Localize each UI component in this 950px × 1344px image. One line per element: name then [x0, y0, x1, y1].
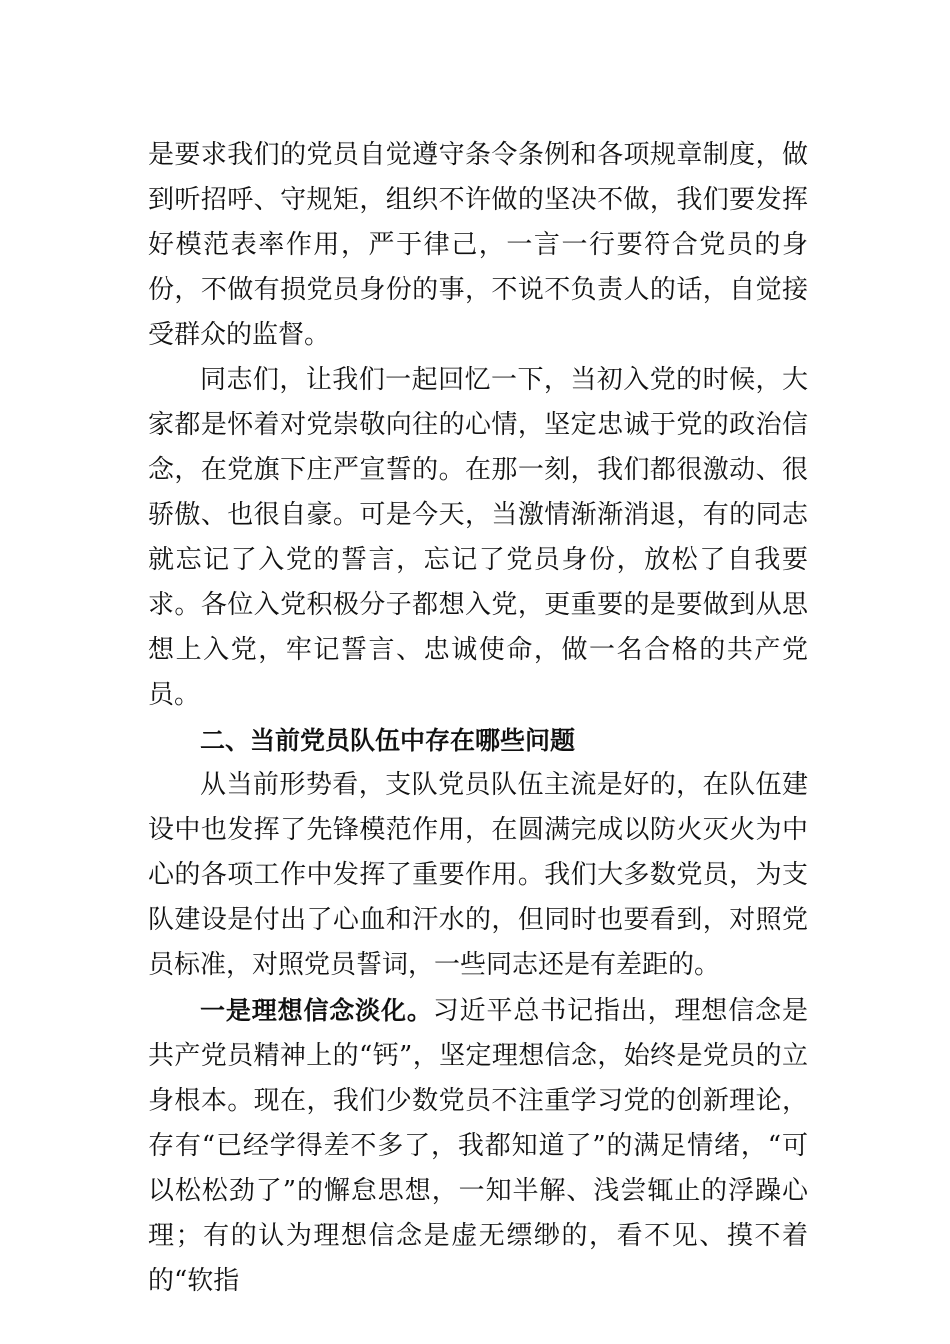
paragraph-4-lead: 一是理想信念淡化。: [200, 996, 433, 1025]
paragraph-3: 从当前形势看，支队党员队伍主流是好的，在队伍建设中也发挥了先锋模范作用，在圆满完成以防火灭火为中心的各项工作中发挥了重要作用。我们大多数党员，为支队建设是付出了心血和汗水的，但同时也要看到，对照党员标准，对照党员誓词，一些同志还是有差距的。: [148, 770, 808, 980]
paragraph-4-body: 习近平总书记指出，理想信念是共产党员精神上的“钙”，坚定理想信念，始终是党员的立身根本。现在，我们少数党员不注重学习党的创新理论，存有“已经学得差不多了，我都知道了”的满足情绪，“可以松松劲了”的懈怠思想，一知半解、浅尝辄止的浮躁心理；有的认为理想信念是虚无缥缈的，看不见、摸不着的“软指: [148, 996, 808, 1296]
paragraph-2: 同志们，让我们一起回忆一下，当初入党的时候，大家都是怀着对党崇敬向往的心情，坚定忠诚于党的政治信念，在党旗下庄严宣誓的。在那一刻，我们都很激动、很骄傲、也很自豪。可是今天，当激情渐渐消退，有的同志就忘记了入党的誓言，忘记了党员身份，放松了自我要求。各位入党积极分子都想入党，更重要的是要做到从思想上入党，牢记誓言、忠诚使命，做一名合格的共产党员。: [148, 365, 808, 710]
paragraph-4: [148, 988, 808, 1304]
section-heading: 二、当前党员队伍中存在哪些问题: [200, 726, 576, 755]
paragraph-1: 是要求我们的党员自觉遵守条令条例和各项规章制度，做到听招呼、守规矩，组织不许做的坚决不做，我们要发挥好模范表率作用，严于律己，一言一行要符合党员的身份，不做有损党员身份的事，不说不负责人的话，自觉接受群众的监督。: [148, 140, 808, 350]
document-body: [148, 133, 808, 1304]
